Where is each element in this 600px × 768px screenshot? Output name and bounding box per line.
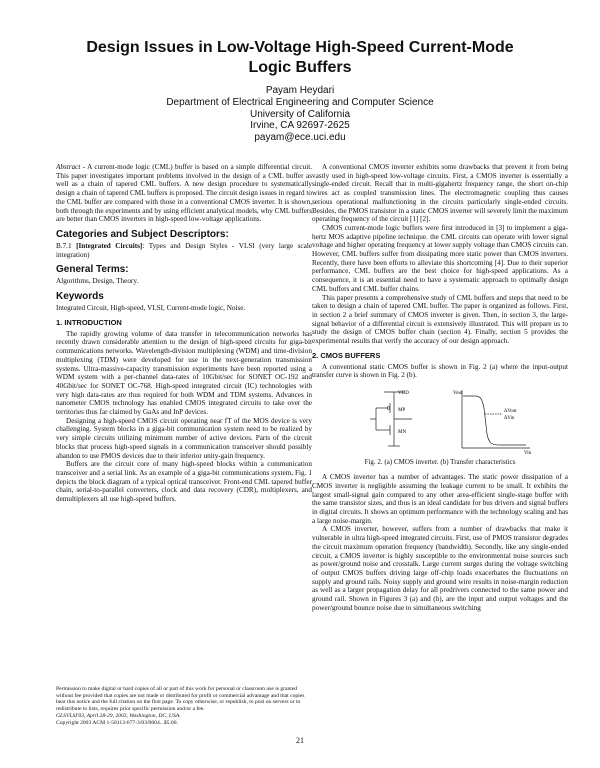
affiliation-address: Irvine, CA 92697-2625 (250, 120, 350, 132)
left-column (56, 163, 312, 504)
permission-notice (56, 686, 312, 726)
intro-paragraph-3: Buffers are the circuit core of many high-speed blocks within a communication transceiver and a serial link. As an example of a giga-bit communications system, Fig. 1 depicts the block diagram of a typical optical transceiver. Front-end CML tapered buffer chain, serial-to-parallel converters, clock and data recovery (CDR), multiplexers, and demultiplexers all use high-speed buffers. (56, 460, 312, 504)
right-column (312, 163, 568, 612)
right-paragraph-5: A CMOS inverter has a number of advantages. The static power dissipation of a CMOS inverter is negligible assuming the leakage current to be small. It exhibits the largest small-signal gain compared to any other area-efficient single-stage buffer with the same transistor sizes, and thus is an ideal candidate for bus drivers and signal buffers in digital circuits. It shows an optimum performance with the technology scaling and has a large noise-margin. (312, 473, 568, 525)
categories-text (56, 242, 312, 259)
abstract (56, 163, 312, 224)
intro-paragraph-1: The rapidly growing volume of data transfer in telecommunication networks has recently drawn considerable attention to the design of high-speed circuits for giga-bit communications networks. Wavelength-division multiplexing (WDM) and time-division multiplexing (TDM) were developed for use in the next-generation transmission systems. Ultra-massive-capacity transmission experiments have been reported using a WDM system with a per-channel data-rates of 10Gbit/sec for SONET OC-192 and 40Gbit/sec for SONET OC-768. High-speed integrated circuit (IC) technologies with very high data-rates are thus required for both WDM and TDM systems. Advances in nanometer CMOS technology has enabled CMOS integrated circuits to take over the territories thus far claimed by GaAs and InP devices. (56, 329, 312, 417)
categories-heading: Categories and Subject Descriptors: (56, 228, 229, 240)
author-name: Payam Heydari (265, 85, 335, 96)
delta-vout-label: ΔVout (504, 409, 517, 415)
author-email: payam@ece.uci.edu (254, 132, 346, 144)
abstract-label: Abstract (56, 163, 81, 171)
figure-2 (312, 384, 568, 456)
figure-2-caption: Fig. 2. (a) CMOS inverter. (b) Transfer characteristics (364, 458, 516, 467)
right-paragraph-4: A conventional static CMOS buffer is shown in Fig. 2 (a) where the input-output transfer curve is shown in Fig. 2 (b). (312, 362, 568, 380)
affiliation-univ: University of California (249, 108, 351, 120)
right-paragraph-6: A CMOS inverter, however, suffers from a number of drawbacks that make it vulnerable in ultra high-speed integrated circuits. First, use of PMOS transistor degrades the circuit maximum operation frequency (bandwidth). Secondly, like any single-ended circuit, a CMOS inverter is highly susceptible to the environmental noise sources such as power/ground noise and crosstalk. Large current surges during the voltage switching of output CMOS buffers driving large off-chip loads exacerbates the fluctuations on supply and ground rails. Noisy supply and ground wire results in noise-margin reduction as well as a larger propagation delay for all predrivers connected to the same power and ground rail. Shown in Figures 3 (a) and (b), are the input and output voltages and the power/ground bounce noise due to simultaneous switching (312, 525, 568, 612)
page-number: 21 (296, 736, 304, 745)
right-paragraph-3: This paper presents a comprehensive study of CML buffers and steps that need to be taken to design a chain of tapered CML buffer. The paper is organized as follows. First, in section 2 a brief summary of CMOS inverter is given. Then, in section 3, the large-signal behavior of a differential circuit is extensively illustrated. This will prepare us to study the design of CMOS buffer chain (section 4). Finally, section 5 provides the experimental results that verify the accuracy of our design approach. (312, 293, 568, 346)
general-terms-heading: General Terms: (56, 264, 129, 276)
title-line-2: Logic Buffers (248, 59, 352, 76)
keywords-text: Integrated Circuit, High-speed, VLSI, Current-mode logic, Noise. (56, 304, 246, 313)
delta-vin-label: ΔVin (504, 416, 515, 422)
right-paragraph-1: A conventional CMOS inverter exhibits some drawbacks that prevent it from being vastly used in high-speed low-voltage circuits. First, a CMOS inverter is essentially a single-ended circuit. Recall that in multi-gigahertz frequency range, the short on-chip wires act as coupled transmission lines. The electromagnetic coupling thus causes serious operational malfunctioning in the circuits particularly single-ended circuits. Besides, the PMOS transistor in a static CMOS inverter will severely limit the maximum operating frequency of the circuit [1] [2]. (312, 163, 568, 224)
mp-label: MP (398, 408, 406, 414)
affiliation-dept: Department of Electrical Engineering and Computer Science (166, 96, 434, 108)
vin-axis-label: Vin (524, 451, 532, 457)
transfer-curve-plot (462, 390, 530, 448)
keywords-heading: Keywords (56, 291, 104, 303)
permission-text: Permission to make digital or hard copies of all or part of this work for personal or classroom use is granted without fee provided that copies are not made or distributed for profit or commercial advantage and that copies bear this notice and the full citation on the first page. To copy otherwise, or republish, to post on servers or to redistribute to lists, requires prior specific permission and/or a fee. (56, 686, 305, 713)
permission-copyright: Copyright 2003 ACM 1-58113-677-3/03/0004...$5.00. (56, 719, 178, 726)
paper-title (0, 38, 600, 78)
title-line-1: Design Issues in Low-Voltage High-Speed Current-Mode (86, 39, 514, 56)
mn-label: MN (398, 430, 407, 436)
abstract-text: - A current-mode logic (CML) buffer is based on a simple differential circuit. This paper investigates important problems involved in the design of a CML buffer as well as a chain of tapered CML buffers. A new design procedure to systematically design a chain of tapered CML buffers is proposed. The circuit design issues in regard to the CML buffer are compared with those in a conventional CMOS inverter. It is shown, both through the experiments and by using efficient analytical models, why CML buffers are better than CMOS inverters in high-speed low-voltage applications. (56, 163, 312, 224)
author-block (0, 85, 600, 144)
transfer-curve (463, 396, 526, 445)
categories-code: B.7.1 (56, 241, 77, 250)
inverter-schematic (370, 392, 412, 446)
general-terms-text: Algorithms, Design, Theory. (56, 277, 139, 286)
section-1-heading: 1. INTRODUCTION (56, 317, 122, 327)
categories-bold: [Integrated Circuits] (76, 241, 143, 250)
figure-2-drawing (312, 384, 568, 456)
permission-venue: GLSVLSI'03, April 28-29, 2003, Washington, DC, USA. (56, 712, 181, 719)
vdd-label: VDD (398, 391, 409, 397)
intro-paragraph-2: Designing a high-speed CMOS circuit operating near fT of the MOS device is very challenging. System blocks in a giga-bit communication system need to be realized by very simple circuits utilizing minimum number of active devices. Parts of the circuit blocks that process high-speed signals in a communication transceiver should possibly abandon to use PMOS devices due to their inferior unity-gain frequency. (56, 416, 312, 460)
categories-rest: : Types and Design Styles - VLSI (very large scale integration) (56, 241, 313, 259)
section-2-heading: 2. CMOS BUFFERS (312, 350, 381, 360)
vout-axis-label: Vout (453, 391, 463, 397)
pmos-bubble (387, 407, 390, 410)
right-paragraph-2: CMOS current-mode logic buffers were first introduced in [3] to implement a giga-hertz MOS adaptive pipeline technique. the CML circuits can operate with lower signal voltage and higher operating frequency at lower supply voltage than CMOS circuits can. However, CML buffers suffer from dissipating more static power than CMOS inverters. Recently, there have been efforts to alleviate this shortcoming [4]. Due to their superior performance, CML buffers are the best choice for high-speed applications. As a consequence, it is an essential need to have a systematic approach to optimally design CML buffers and CML buffer chains. (312, 223, 568, 293)
